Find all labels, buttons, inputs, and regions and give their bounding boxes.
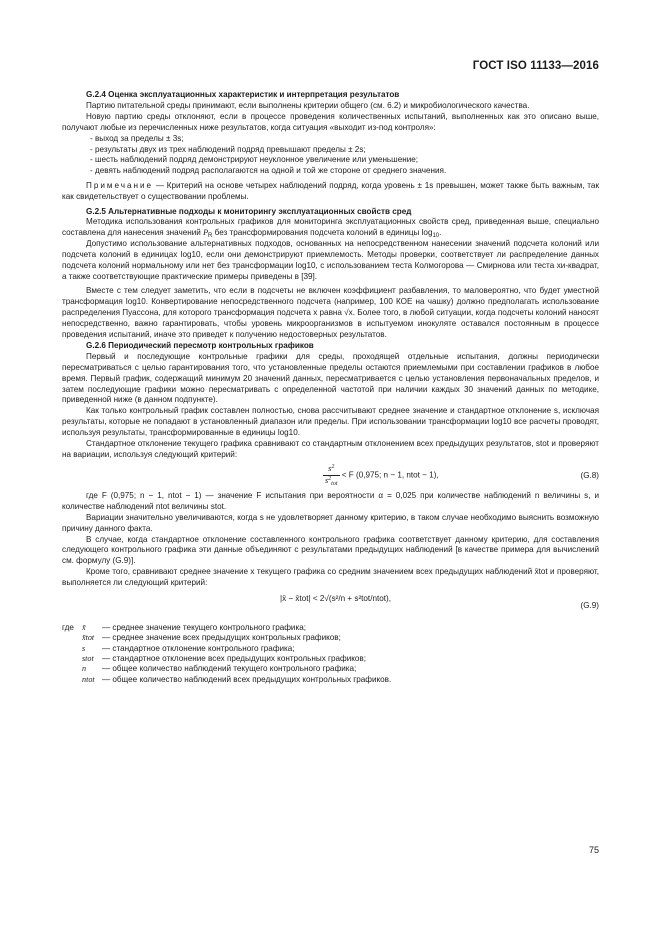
legend-row bbox=[62, 664, 599, 674]
list-item: - девять наблюдений подряд располагаются на одной и той же стороне от среднего значения. bbox=[90, 166, 447, 176]
paragraph: где F (0,975; n − 1, ntot − 1) — значение F испытания при вероятности α = 0,025 при количестве наблюдений n величины s, и количестве наблюдений ntot величины stot. bbox=[62, 490, 599, 511]
legend-row bbox=[62, 644, 599, 654]
note-text: — Критерий на основе четырех наблюдений подряд, когда уровень ± 1s превышен, может также быть важным, так как свидетельствует о существовании проблемы. bbox=[62, 181, 599, 202]
legend-symbol: ntot bbox=[82, 674, 95, 684]
paragraph: Первый и последующие контрольные графики для среды, проходящей отдельные испытания, должны периодически пересматриваться с целью гарантирования того, что установленные пределы остаются приемлемыми при составлении графиков в любое время. Первый график, содержащий минимум 20 значений данных, пересматривается с целью установления первоначальных пределов, и затем последующие графики можно пересматривать с определенной частотой при наличии каждых 30 значений данных по методике, приведенной ниже (в данном подпункте). bbox=[62, 351, 599, 405]
paragraph: Партию питательной среды принимают, если выполнены критерии общего (см. 6.2) и микробиологического качества. bbox=[86, 100, 530, 110]
paragraph: Вариации значительно увеличиваются, когда s не удовлетворяет данному критерию, в таком случае необходимо выяснить возможную причину данного факта. bbox=[62, 512, 599, 533]
note-label: Примечание bbox=[86, 181, 154, 191]
paragraph: Кроме того, сравнивают среднее значение x текущего графика со средним значением всех предыдущих наблюдений x̄tot и проверяют, выполняется ли следующий критерий: bbox=[62, 567, 599, 588]
note bbox=[62, 181, 599, 203]
legend-symbol: s bbox=[82, 643, 86, 653]
legend-text: — среднее значение всех предыдущих контрольных графиков; bbox=[102, 633, 341, 643]
legend-row bbox=[62, 675, 599, 685]
paragraph: Как только контрольный график составлен полностью, снова рассчитывают среднее значение и стандартное отклонение s, исключая результаты, которые не попадают в установленный диапазон или пределы. При использовании трансформации log10 все расчеты проводят, используя результаты, трансформированные в единицы log10. bbox=[62, 406, 599, 438]
legend-symbol: n bbox=[82, 664, 87, 674]
legend-symbol: x̄ bbox=[82, 623, 86, 633]
paragraph: Методика использования контрольных графиков для мониторинга эксплуатационных свойств сред, приведенная выше, специально составлена для нанесения значений $P_R$ без трансформирования подсчета колоний в единицы $\log_{10}$. bbox=[62, 217, 599, 240]
legend-row bbox=[62, 633, 599, 643]
list-item: - шесть наблюдений подряд демонстрируют неуклонное увеличение или уменьшение; bbox=[90, 155, 419, 165]
legend-text: — стандартное отклонение всех предыдущих контрольных графиков; bbox=[102, 653, 366, 663]
legend-text: — общее количество наблюдений текущего контрольного графика; bbox=[102, 664, 357, 674]
legend-symbol: stot bbox=[82, 653, 94, 663]
page-number: 75 bbox=[588, 845, 599, 855]
formula-number: (G.9) bbox=[580, 601, 599, 611]
formula-number: (G.8) bbox=[580, 470, 599, 480]
legend-row bbox=[62, 654, 599, 664]
legend-symbol: x̄tot bbox=[82, 633, 95, 643]
legend-where: где bbox=[62, 623, 74, 633]
formula-g8-rhs: < F (0,975; n − 1, ntot − 1), bbox=[341, 470, 439, 480]
paragraph: Вместе с тем следует заметить, что если в подсчеты не включен коэффициент разбавления, то маловероятно, что будет уместной трансформация log10. Конвертирование непосредственного подсчета (например, 100 КОЕ на чашку) должно предполагать использование распределения Пуассона, для которого трансформация подсчета x равна √x. Более того, в любой ситуации, когда подсчеты колоний наносят непосредственно, важно гарантировать, чтобы уровень микроорганизмов в испытуемом инокуляте оставался постоянным в процессе проведения испытаний, иначе это приведет к получению недостоверных результатов. bbox=[62, 286, 599, 340]
formula-g9 bbox=[62, 589, 599, 623]
formula-g8-expression bbox=[323, 464, 439, 487]
paragraph: В случае, когда стандартное отклонение составленного контрольного графика соответствует данному критерию, для составления следующего контрольного графика эти данные объединяют с результатами предыдущих наблюдений [в качестве примера для вычислений см. формулу (G.9)]. bbox=[62, 534, 599, 566]
legend-row bbox=[62, 623, 599, 633]
paragraph: Новую партию среды отклоняют, если в процессе проведения количественных испытаний, выполненных как это описано выше, получают любые из перечисленных ниже результатов, когда ситуация «выходит из-под контроля»: bbox=[62, 111, 599, 132]
list-item: - выход за пределы ± 3s; bbox=[90, 133, 184, 143]
list-item: - результаты двух из трех наблюдений подряд превышают пределы ± 2s; bbox=[90, 144, 366, 154]
heading-g24: G.2.4 Оценка эксплуатационных характеристик и интерпретация результатов bbox=[86, 90, 400, 99]
legend-text: — среднее значение текущего контрольного графика; bbox=[102, 623, 306, 633]
legend-text: — стандартное отклонение контрольного графика; bbox=[102, 643, 295, 653]
document-header: ГОСТ ISO 11133—2016 bbox=[472, 60, 599, 72]
variance-ratio: $\frac{s^2}{s^2_{tot}}$ bbox=[325, 463, 338, 487]
formula-g9-expression: |x̄ − x̄tot| < 2√(s²/n + s²tot/ntot), bbox=[280, 594, 391, 604]
legend-text: — общее количество наблюдений всех предыдущих контрольных графиков. bbox=[102, 674, 392, 684]
heading-g26: G.2.6 Периодический пересмотр контрольных графиков bbox=[86, 340, 314, 350]
page-content bbox=[62, 90, 599, 685]
paragraph: Допустимо использование альтернативных подходов, основанных на непосредственном нанесении значений подсчета колоний или подсчета колоний в единицах log10, если они демонстрируют приемлемость. Методы проверки, соответствует ли распределение данных подсчета колоний нормальному или нет без трансформации log10, с использованием теста Колмогорова — Смирнова или теста хи-квадрат, а также соответствующие практические примеры приведены в [39]. bbox=[62, 239, 599, 281]
symbol-legend bbox=[62, 623, 599, 685]
paragraph: Стандартное отклонение текущего графика сравнивают со стандартным отклонением всех предыдущих результатов, stot и проверяют на вариации, используя следующий критерий: bbox=[62, 439, 599, 459]
heading-g25: G.2.5 Альтернативные подходы к мониторингу эксплуатационных свойств сред bbox=[86, 206, 412, 216]
formula-g8 bbox=[62, 461, 599, 491]
